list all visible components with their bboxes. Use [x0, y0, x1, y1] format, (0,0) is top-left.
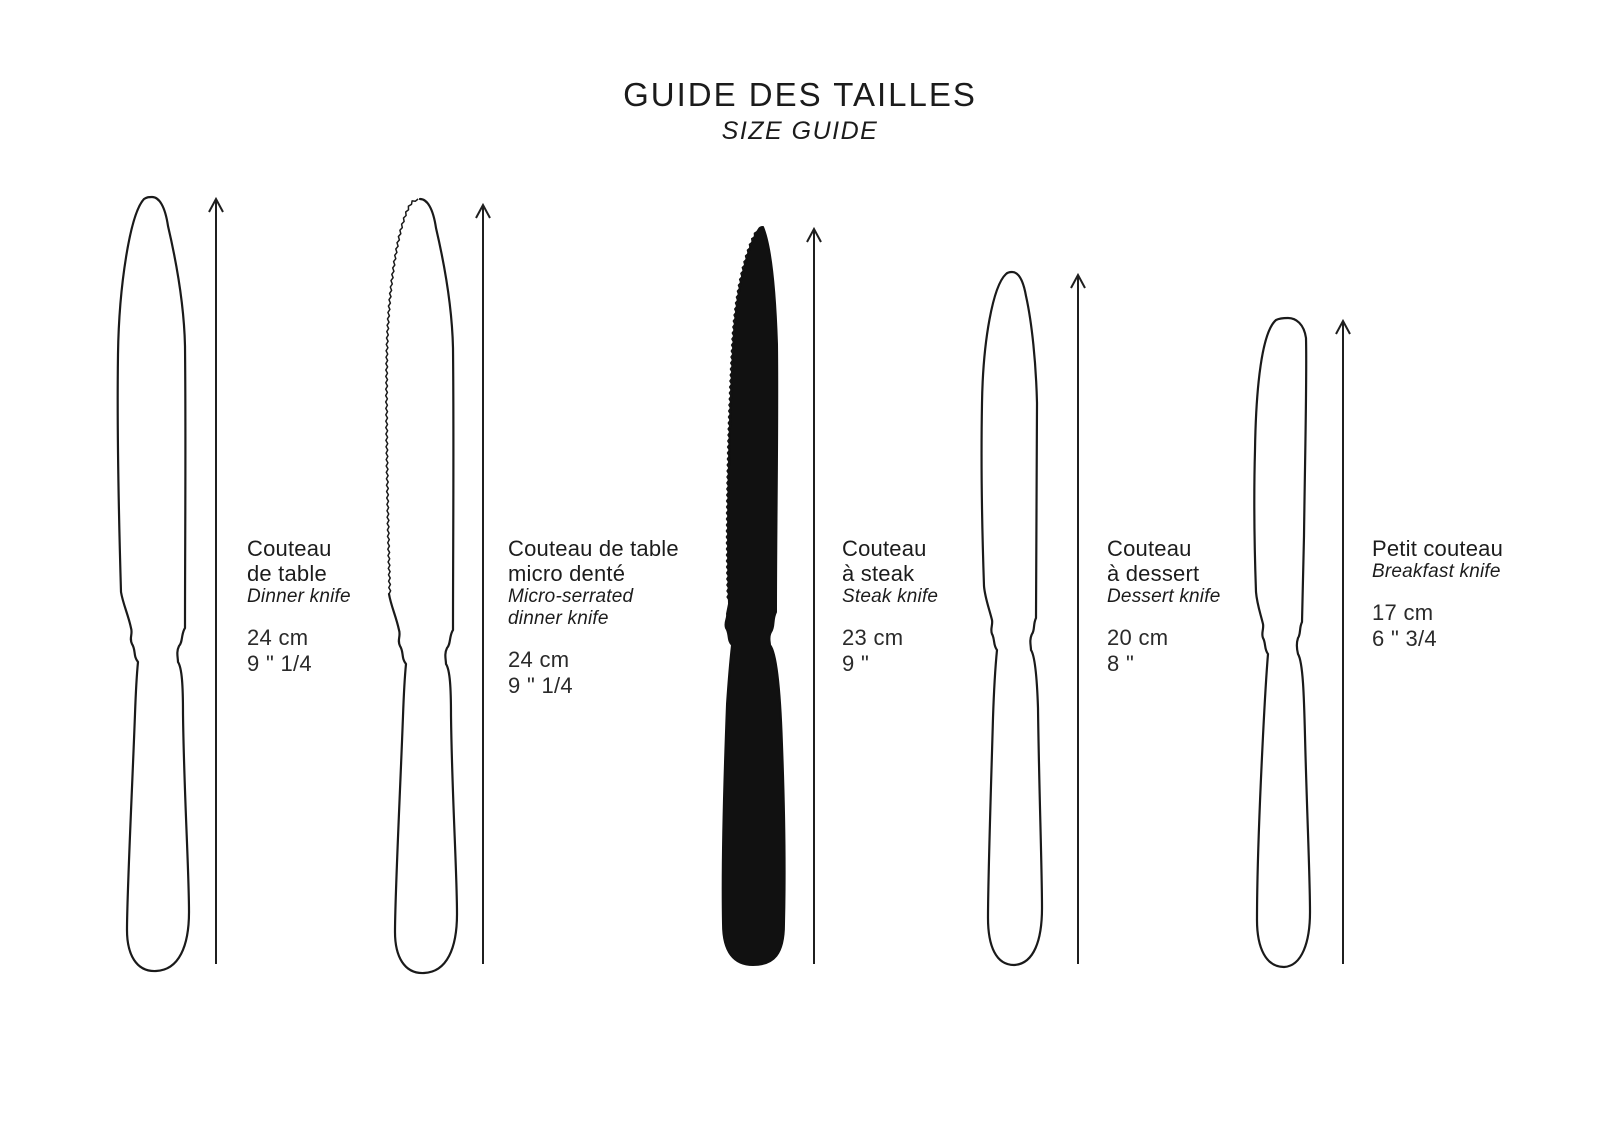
knife-name-en: Dessert knife [1107, 586, 1221, 607]
height-arrow-icon [206, 196, 226, 966]
knife-size-cm: 23 cm [842, 625, 904, 650]
knife-name-fr: micro denté [508, 561, 626, 586]
knife-size-cm: 24 cm [508, 647, 570, 672]
knife-name-fr: Couteau de table [508, 536, 679, 561]
knife-name-en: Breakfast knife [1372, 561, 1501, 582]
dinner-knife-illustration [108, 194, 196, 976]
knife-name-en: Dinner knife [247, 586, 351, 607]
knife-size-cm: 24 cm [247, 625, 309, 650]
knife-name-fr: à steak [842, 561, 915, 586]
knife-size-inch: 6 " 3/4 [1372, 626, 1437, 651]
knife-size-inch: 9 " 1/4 [247, 651, 312, 676]
knife-name-fr: Couteau [1107, 536, 1192, 561]
knife-name-en: Steak knife [842, 586, 939, 607]
height-arrow-icon [473, 202, 493, 966]
knife-name-fr: de table [247, 561, 327, 586]
knife-name-en: Micro-serrated [508, 586, 634, 607]
knife-size-inch: 9 " 1/4 [508, 673, 573, 698]
micro-serrated-knife-illustration [376, 196, 464, 978]
height-arrow-icon [1333, 318, 1353, 966]
steak-knife-illustration [712, 224, 802, 968]
knife-name-fr: Petit couteau [1372, 536, 1504, 561]
knife-name-fr: Couteau [842, 536, 927, 561]
dessert-knife-illustration [976, 268, 1048, 972]
page-title: GUIDE DES TAILLES [623, 76, 977, 113]
knife-name-fr: à dessert [1107, 561, 1200, 586]
height-arrow-icon [804, 226, 824, 966]
page-subtitle: SIZE GUIDE [721, 117, 879, 145]
knife-label-micro-serrated [508, 536, 738, 699]
knife-label-breakfast [1372, 536, 1600, 652]
title-block [0, 76, 1600, 146]
breakfast-knife-illustration [1248, 316, 1320, 972]
knife-name-en: dinner knife [508, 608, 609, 629]
height-arrow-icon [1068, 272, 1088, 966]
knife-size-inch: 9 " [842, 651, 870, 676]
knife-size-cm: 20 cm [1107, 625, 1169, 650]
knife-name-fr: Couteau [247, 536, 332, 561]
knife-size-cm: 17 cm [1372, 600, 1434, 625]
knife-size-inch: 8 " [1107, 651, 1135, 676]
